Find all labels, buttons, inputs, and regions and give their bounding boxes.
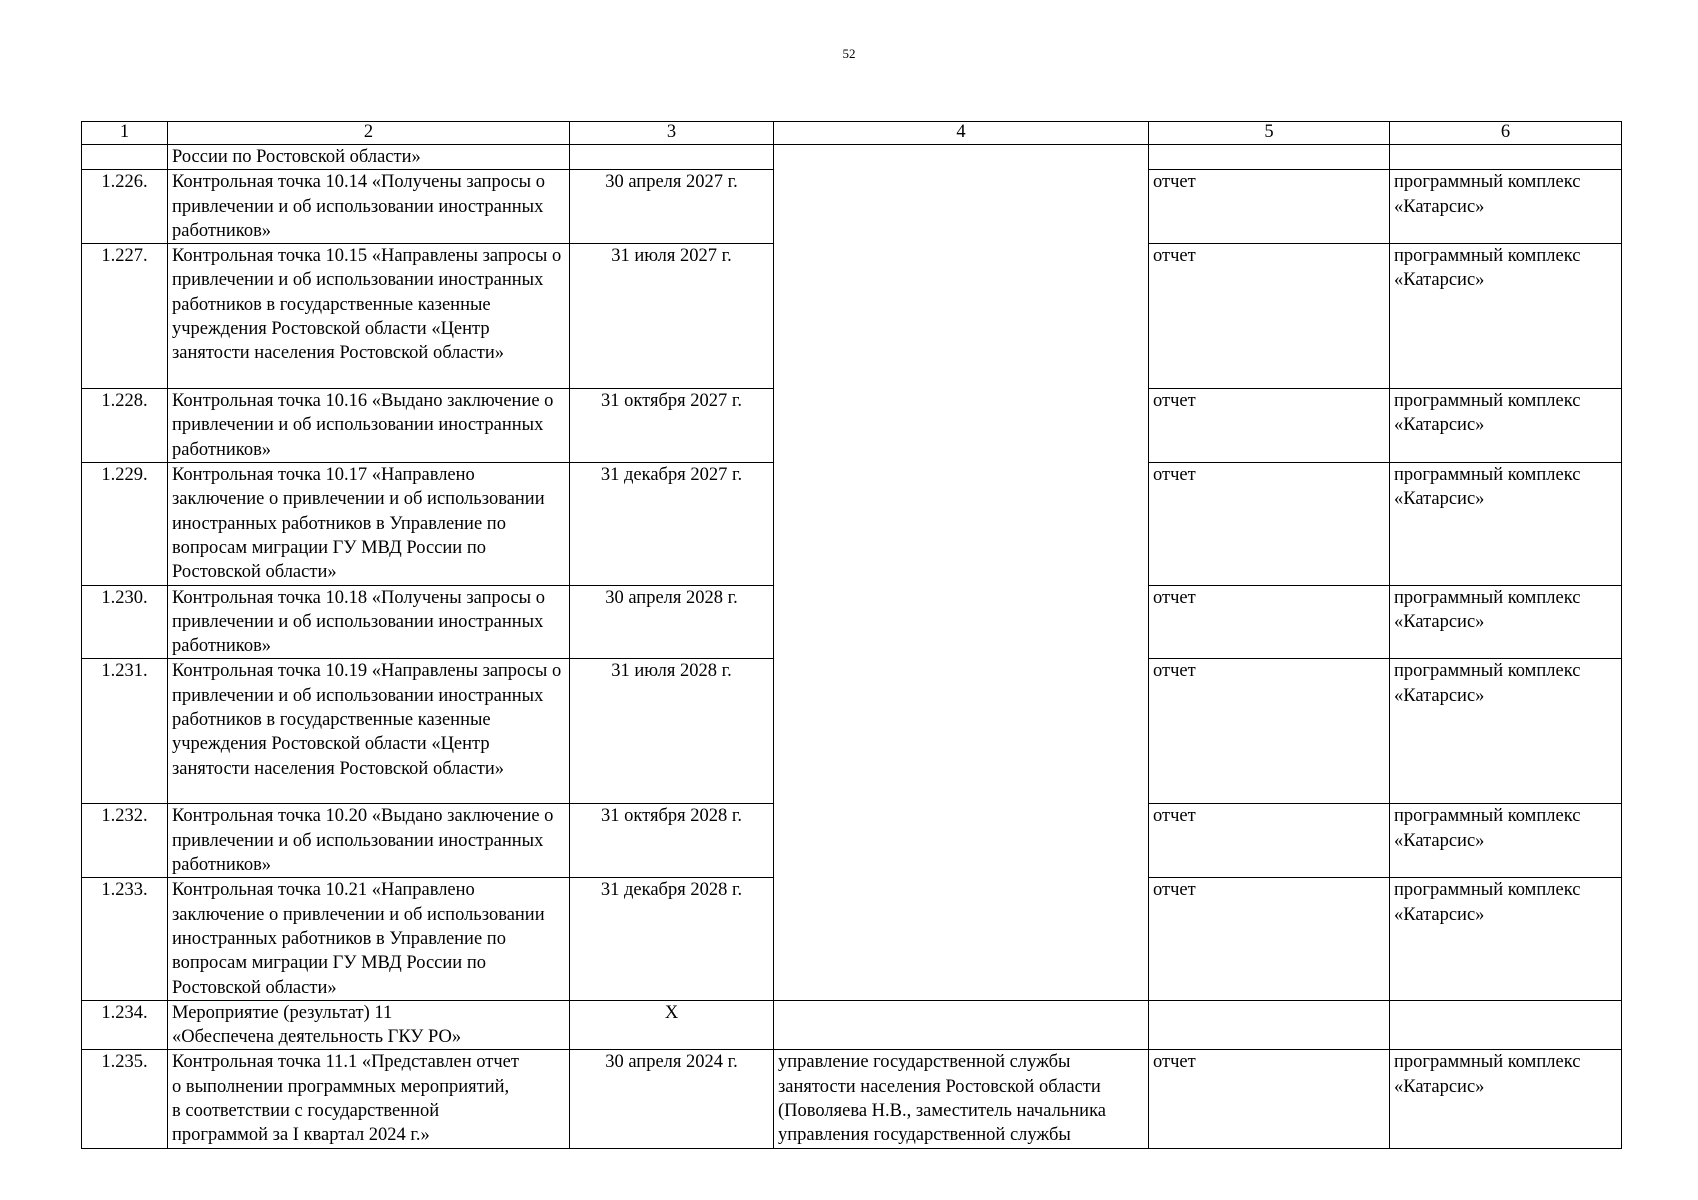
row-system: программный комплекс «Катарсис» — [1390, 389, 1622, 463]
row-number: 1.227. — [82, 244, 168, 389]
cell-system — [1390, 145, 1622, 170]
desc-line: в соответствии с государственной — [172, 1101, 440, 1122]
resp-line: управление государственной службы — [778, 1052, 1071, 1073]
desc-line: о выполнении программных мероприятий, — [172, 1076, 510, 1097]
row-document: отчет — [1149, 170, 1390, 244]
row-system — [1390, 1000, 1622, 1050]
col-header-4: 4 — [774, 122, 1149, 145]
row-responsible — [774, 1000, 1149, 1050]
page-number: 52 — [842, 46, 856, 61]
desc-line: «Обеспечена деятельность ГКУ РО» — [172, 1027, 462, 1048]
cell-doc — [1149, 145, 1390, 170]
row-document: отчет — [1149, 585, 1390, 659]
row-date: 30 апреля 2027 г. — [570, 170, 774, 244]
row-system: программный комплекс «Катарсис» — [1390, 244, 1622, 389]
row-description: Контрольная точка 10.21 «Направлено заключение о привлечении и об использовании иностранных работников в Управление по вопросам миграции ГУ МВД России по Ростовской области» — [168, 878, 570, 1000]
desc-line: Контрольная точка 11.1 «Представлен отчет — [172, 1052, 519, 1073]
row-document: отчет — [1149, 659, 1390, 804]
header-row — [82, 122, 1622, 145]
row-number: 1.233. — [82, 878, 168, 1000]
row-number: 1.226. — [82, 170, 168, 244]
col-header-5: 5 — [1149, 122, 1390, 145]
row-responsible — [774, 1050, 1149, 1148]
row-document: отчет — [1149, 389, 1390, 463]
row-document: отчет — [1149, 1050, 1390, 1148]
row-date: 31 декабря 2028 г. — [570, 878, 774, 1000]
row-system: программный комплекс «Катарсис» — [1390, 463, 1622, 585]
row-description: Контрольная точка 10.14 «Получены запросы о привлечении и об использовании иностранных работников» — [168, 170, 570, 244]
responsible-merged-cell — [774, 145, 1149, 1001]
row-system: программный комплекс «Катарсис» — [1390, 659, 1622, 804]
row-description — [168, 1000, 570, 1050]
row-date: 31 октября 2028 г. — [570, 804, 774, 878]
row-document: отчет — [1149, 244, 1390, 389]
row-number: 1.234. — [82, 1000, 168, 1050]
row-number: 1.229. — [82, 463, 168, 585]
row-date: Х — [570, 1000, 774, 1050]
table-row — [82, 1000, 1622, 1050]
plan-table — [81, 121, 1622, 1149]
row-number: 1.235. — [82, 1050, 168, 1148]
row-date: 31 июля 2028 г. — [570, 659, 774, 804]
row-document: отчет — [1149, 804, 1390, 878]
row-date: 30 апреля 2028 г. — [570, 585, 774, 659]
row-description: Контрольная точка 10.15 «Направлены запросы о привлечении и об использовании иностранных работников в государственные казенные учреждения Ростовской области «Центр занятости населения Ростовской области» — [168, 244, 570, 389]
row-date: 31 декабря 2027 г. — [570, 463, 774, 585]
row-system: программный комплекс «Катарсис» — [1390, 1050, 1622, 1148]
resp-line: занятости населения Ростовской области — [778, 1076, 1101, 1097]
row-description: Контрольная точка 10.18 «Получены запросы о привлечении и об использовании иностранных работников» — [168, 585, 570, 659]
row-number: 1.231. — [82, 659, 168, 804]
row-number: 1.232. — [82, 804, 168, 878]
row-document — [1149, 1000, 1390, 1050]
desc-line: Мероприятие (результат) 11 — [172, 1002, 393, 1023]
resp-line: (Поволяева Н.В., заместитель начальника — [778, 1101, 1106, 1122]
row-description: Контрольная точка 10.16 «Выдано заключение о привлечении и об использовании иностранных работников» — [168, 389, 570, 463]
row-document: отчет — [1149, 463, 1390, 585]
col-header-2: 2 — [168, 122, 570, 145]
desc-line: программой за I квартал 2024 г.» — [172, 1125, 430, 1146]
col-header-3: 3 — [570, 122, 774, 145]
cell-desc: России по Ростовской области» — [168, 145, 570, 170]
cell-num — [82, 145, 168, 170]
row-description: Контрольная точка 10.17 «Направлено заключение о привлечении и об использовании иностранных работников в Управление по вопросам миграции ГУ МВД России по Ростовской области» — [168, 463, 570, 585]
row-number: 1.230. — [82, 585, 168, 659]
col-header-1: 1 — [82, 122, 168, 145]
continuation-row — [82, 145, 1622, 170]
table-row — [82, 1050, 1622, 1148]
row-description: Контрольная точка 10.20 «Выдано заключение о привлечении и об использовании иностранных работников» — [168, 804, 570, 878]
row-date: 31 октября 2027 г. — [570, 389, 774, 463]
col-header-6: 6 — [1390, 122, 1622, 145]
row-system: программный комплекс «Катарсис» — [1390, 878, 1622, 1000]
row-system: программный комплекс «Катарсис» — [1390, 804, 1622, 878]
row-document: отчет — [1149, 878, 1390, 1000]
resp-line: управления государственной службы — [778, 1125, 1071, 1146]
row-system: программный комплекс «Катарсис» — [1390, 170, 1622, 244]
row-description — [168, 1050, 570, 1148]
cell-date — [570, 145, 774, 170]
row-date: 31 июля 2027 г. — [570, 244, 774, 389]
row-number: 1.228. — [82, 389, 168, 463]
row-system: программный комплекс «Катарсис» — [1390, 585, 1622, 659]
row-description: Контрольная точка 10.19 «Направлены запросы о привлечении и об использовании иностранных работников в государственные казенные учреждения Ростовской области «Центр занятости населения Ростовской области» — [168, 659, 570, 804]
row-date: 30 апреля 2024 г. — [570, 1050, 774, 1148]
